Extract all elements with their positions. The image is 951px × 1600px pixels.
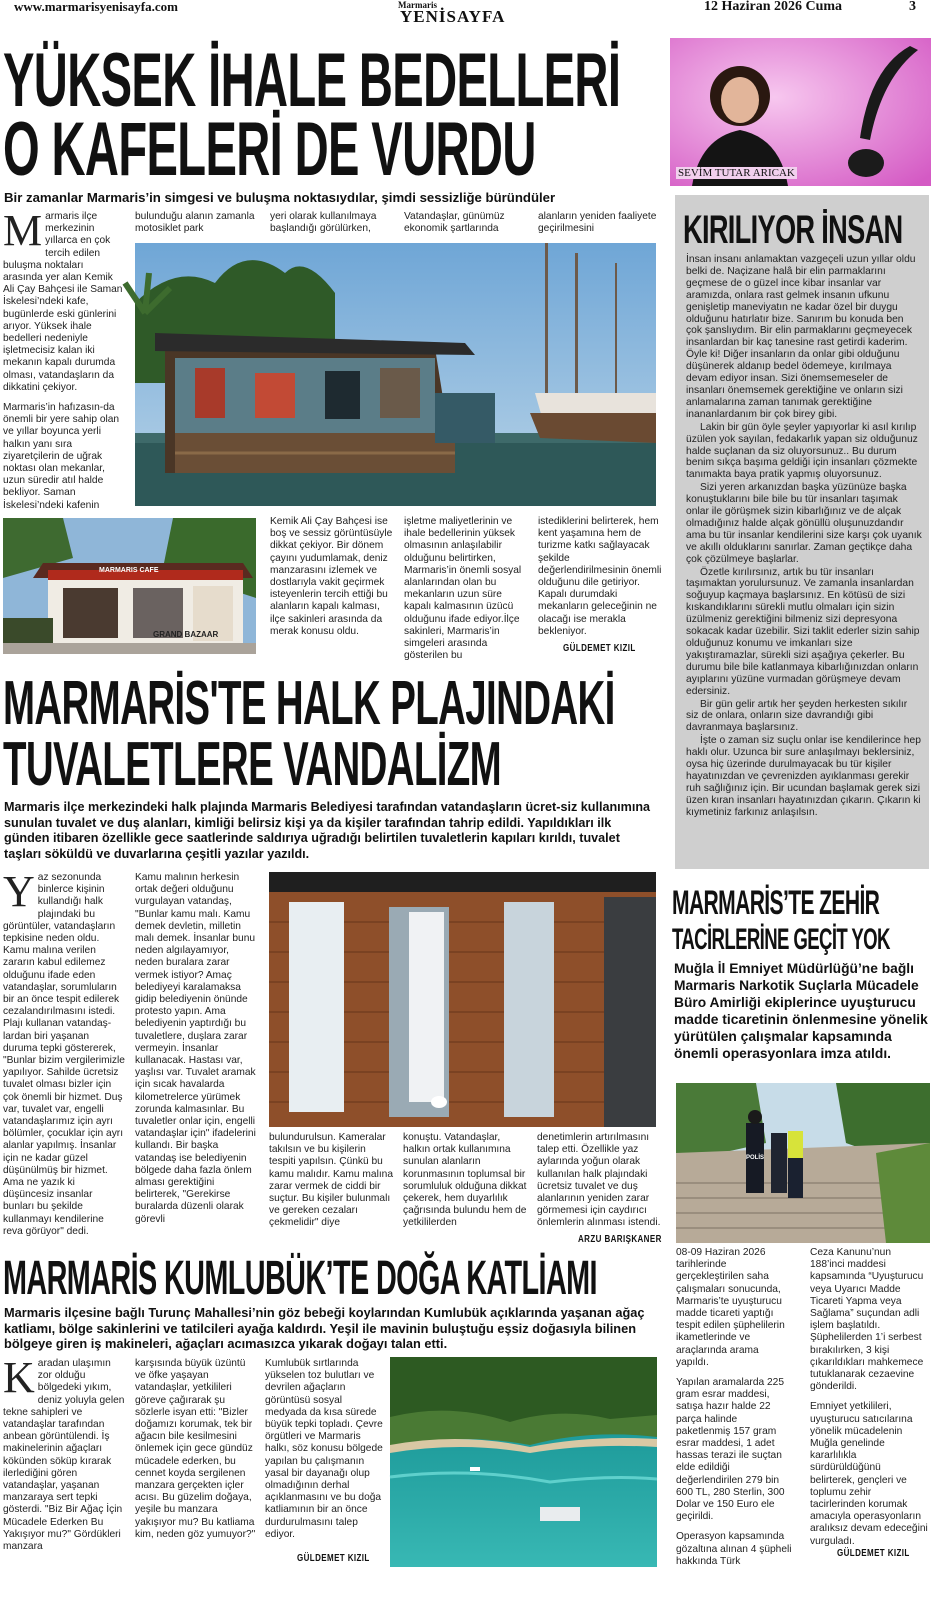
- columnist-name: SEVİM TUTAR ARICAK: [678, 167, 795, 179]
- story2-col5: denetimlerin artırılmasını talep etti. Özellikle yaz aylarında yoğun olarak kullanılan halk plajındaki ücretsiz tuvalet ve duş alanlarının yeniden zarar görmemesi için caydırıcı önlemlerin alınması istendi.: [537, 1132, 661, 1229]
- column-title[interactable]: KIRILIYOR İNSAN: [683, 208, 903, 252]
- story1-col4-top: Vatandaşlar, günümüz ekonomik şartlarında: [404, 211, 505, 235]
- column-body: İnsan insanı anlamaktan vazgeçeli uzun yıllar oldu belki de. Naçizane halâ bir elin parmaklarını geçmese de o güzel ince kibar insanlar var aramızda, onlara rast gelmek insanın ufkunu genişletip maneviyatın ne kadar özel bir duygu olduğunu hatırlatır bize. Sanırım bu konuda ben çok şanslıydım. Bir elin parmaklarını geçmeyecek insanlardan bir kaç tanesine rast getirdi kaderim. Öyle ki! Diğer insanların da onlar gibi olduğunu düşünerek aldanıp bedel ödemeye, kırılmaya devam ediyor insan. Sizi önemsemeseler de insanları önemsemek gerektiğine ve onların sizi anlamalarına zaman tanımak gerektiğine inananlardanım bir çok birey gibi. Lakin bir gün öyle şeyler yapıyorlar ki asıl kırılıp üzülen yok sayılan, fedakarlık yapan siz olduğunuz halde suçlanan da siz oluyorsunuz.. Bu durum benim sıkça başıma geldiği için insanları çözmekte tanımakta baya pratik yapmış oluyorsunuz. Sizi yeren arkanızdan başka yüzünüze başka konuştuklarını bile bile bu tür insanları taşımak onlar ile görüşmek sizin kibarlığınız ve de alçak olmadığınız halde alçak gönüllü oluşunuzdandır ama bu tür insanlar kendilerini size karşı çok uyanık ve akıllı olduklarını sanırlar. Zaman geçtikçe daha çok çözülmeye başlarlar. Özetle kırılırsınız, artık bu tür insanları taşımaktan yorulursunuz. Ve zamanla insanlardan soğuyup kaçmaya başlarsınız. En kötüsü de sizi kıskandıklarını sürekli mutlu olmaları için sizin üzülmeniz gerektiğini bilmeniz sizi depresyona sokacak kadar üzebilir. Sizi taklit ederler sizin sahip olduğunuz konumu ve imkanları size yakıştıramazlar, sürekli sizi aşağıya çekerler. Bu durumu bile bile katlanmaya kibarlığınızdan onların ayıplarını yüzüne vurmadan görüşmeye devam edersiniz. Bir gün gelir artık her şeyden herkesten sıkılır siz de onlara, onların size davrandığı gibi davranmaya başlarsınız. İşte o zaman siz suçlu onlar ise kendilerince hep haklı olur. Uzunca bir sure anlaşılmayı beklersiniz, oysa hiç üzerinde durulmayacak bu tür kişiler hayatınızdan ve çevrenizden ayıklanması gerekir ruh sağlığınız için. Bir ucundan başlamak gerek sizi üzen kıran insanları hayatınızdan çıkarın. Çıkarın ki kıymetiniz farkınız anlaşılsın.: [686, 254, 922, 818]
- website-url[interactable]: www.marmarisyenisayfa.com: [14, 0, 178, 14]
- story2-col1: Yaz sezonunda binlerce kişinin kullandığı halk plajındaki bu görüntüler, vatandaşların tepkisine neden oldu. Kamu malına verilen zararın kabul edilemez olduğunu ifade eden vatandaşlar, sorumluların bir an önce tespit edilerek cezalandırılmasını istedi. Plajı kullanan vatandaş-lardan biri yaşanan duruma tepki göstererek, "Bunlar bizim vergilerimizle yapılıyor. Sahilde ücretsiz tuvalet olması bizler için çok önemli bir hizmet. Duş var, tuvalet var, engelli vatandaşlarımız için ayrı bölümler, çocuklar için ayrı alanlar yapılmış. İnsanlar için ne kadar güzel düşünülmüş bir hizmet. Ama ne yazık ki düşüncesiz insanlar bunları bu şekilde kullanmayı kendilerine reva görüyor" dedi.: [3, 867, 125, 1237]
- story1-col1: Marmaris ilçe merkezinin yıllarca en çok tercih edilen buluşma noktaları arasında yer alan Kemik Ali Çay Bahçesi ile Saman İskelesi’ndeki kafe, bugünlerde eski günlerini arıyor. Yüksek ihale bedelleri nedeniyle işletmecisiz kalan iki mekanın kapalı durumda olması, vatandaşların da dikkatini çekiyor. Marmaris’in hafızasın-da önemli bir yere sahip olan ve yıllar boyunca yerli halkın yanı sıra ziyaretçilerin de uğrak noktası olan mekanlar, uzun süredir atıl halde bekliyor. Saman İskelesi’ndeki kafenin: [3, 206, 123, 511]
- story1-col3-top: yeri olarak kullanılmaya başlandığı görülürken,: [270, 211, 377, 235]
- masthead: [0, 0, 951, 26]
- story2-byline: ARZU BARIŞKANER: [578, 1234, 662, 1245]
- story4-col2: Ceza Kanunu’nun 188’inci maddesi kapsamında “Uyuşturucu veya Uyarıcı Madde Ticareti Yapma veya Sağlama” suçundan adli işlem başlatıldı. Şüphelilerden 1’i serbest bırakılırken, 3 kişi çıkarıldıkları mahkemece tutuklanarak cezaevine gönderildi. Emniyet yetkilileri, uyuşturucu satıcılarına yönelik mücadelenin Muğla genelinde kararlılıkla sürdürüldüğünü belirterek, gençleri ve toplumu zehir tacirlerinden korumak amacıyla operasyonların aralıksız devam edeceğini vurguladı.: [810, 1247, 928, 1547]
- story3-headline[interactable]: MARMARİS KUMLUBÜK’TE DOĞA KATLİAMI: [3, 1252, 597, 1305]
- story4-byline: GÜLDEMET KIZIL: [837, 1548, 910, 1559]
- police-operation-photo: [676, 1083, 930, 1243]
- story3-byline: GÜLDEMET KIZIL: [297, 1553, 370, 1564]
- cafe-sign: MARMARIS CAFE: [99, 567, 159, 574]
- story1-col2-top: bulunduğu alanın zamanla motosiklet park: [135, 211, 255, 235]
- story3-col2: karşısında büyük üzüntü ve öfke yaşayan vatandaşlar, yetkilileri göreve çağırarak şu sözlerle isyan etti: "Bizler doğamızı korumak, tek bir ağacın bile kesilmesini önlemek için gece gündüz mücadele ederken, bu cennet koyda sergilenen manzara gerçekten içler acısı. Bu güzelim doğaya, yeşile bu manzara yakışıyor mu? Bu katliama kim, neden göz yumuyor?": [135, 1358, 256, 1540]
- newspaper-logo[interactable]: YENİSAYFA: [400, 7, 506, 26]
- story1-headline-line1[interactable]: YÜKSEK İHALE BEDELLERİ: [3, 38, 621, 123]
- story1-col4-bottom: işletme maliyetlerinin ve ihale bedellerinin yüksek olmasının anlaşılabilir olduğunu belirtirken, Marmaris’in önemli sosyal alanlarından olan bu mekanların uzun süre kapalı kalmasının üzücü olduğunu ifade ediyor.İlçe sakinleri, Marmaris’in simgeleri arasında gösterilen bu: [404, 516, 522, 662]
- kumlubuk-bay-photo: [390, 1357, 657, 1567]
- story3-subhead: Marmaris ilçesine bağlı Turunç Mahallesi’nin göz bebeği koylarından Kumlubük açıklarında yaşanan ağaç katliamı, bölge sakinlerini ve tatilcileri ayağa kaldırdı. Yeşil ile mavinin buluştuğu eşsiz doğasıyla bilinen bölgeye giren iş makineleri, ağaçları acımasızca yıkarak doğayı talan etti.: [4, 1305, 645, 1352]
- story1-byline: GÜLDEMET KIZIL: [563, 643, 636, 654]
- bazaar-sign: GRAND BAZAAR: [153, 630, 219, 639]
- story3-col1: Karadan ulaşımın zor olduğu bölgedeki yıkım, deniz yoluyla gelen tekne sahipleri ve vatandaşlar tarafından anbean görüntülendi. İş makinelerinin ağaçları kökünden söküp kırarak ilerlediğini gören vatandaşlar, yaşanan manzaraya sert tepki gösterdi. "Biz Bir Ağaç İçin Mücadele Ederken Bu Yakışıyor mu?" Gördükleri manzara: [3, 1353, 125, 1553]
- story4-headline-line1[interactable]: MARMARİS’TE ZEHİR: [672, 884, 880, 922]
- harbour-cafe-photo: [135, 243, 656, 506]
- story1-headline-line2[interactable]: O KAFELERİ DE VURDU: [3, 107, 536, 192]
- story4-headline-line2[interactable]: TACİRLERİNE GEÇİT YOK: [672, 923, 890, 956]
- vandalized-toilets-photo: [269, 872, 656, 1127]
- story4-col1: 08-09 Haziran 2026 tarihlerinde gerçekleştirilen saha çalışmaları sonucunda, Marmaris’te uyuşturucu madde ticareti yaptığı tespit edilen şüphelilerin ikametlerinde ve araçlarında arama yapıldı. Yapılan aramalarda 225 gram esrar maddesi, satışa hazır halde 22 parça halinde paketlenmiş 157 gram esrar maddesi, 1 adet hassas terazi ile suçtan elde edildiği değerlendirilen 279 bin 600 TL, 280 Sterlin, 300 Dolar ve 150 Euro ele geçirildi. Operasyon kapsamında gözaltına alınan 4 şüpheli hakkında Türk: [676, 1247, 792, 1567]
- story3-col3: Kumlubük sırtlarında yükselen toz bulutları ve devrilen ağaçların görüntüsü sosyal medyada da kısa sürede büyük tepki topladı. Çevre örgütleri ve Marmaris halkı, söz konusu bölgede yapılan bu çalışmanın yasal bir dayanağı olup olmadığının derhal açıklanmasını ve bu doğa katliamının bir an önce durdurulmasını talep ediyor.: [265, 1358, 383, 1540]
- logo-top: Marmaris: [398, 0, 437, 10]
- story4-subhead: Muğla İl Emniyet Müdürlüğü’ne bağlı Marmaris Narkotik Suçlarla Mücadele Büro Amirliği ekiplerince uyuşturucu madde ticaretinin önlenmesine yönelik yürütülen çalışmalar kapsamında önemli operasyonlara imza atıldı.: [674, 961, 928, 1061]
- police-vest-label: POLİS: [746, 1155, 765, 1161]
- story2-headline-line2[interactable]: TUVALETLERE VANDALİZM: [3, 730, 502, 799]
- story1-col5-top: alanların yeniden faaliyete geçirilmesini: [538, 211, 657, 235]
- story2-col2: Kamu malının herkesin ortak değeri olduğunu vurgulayan vatandaş, "Bunlar kamu malı. Kamu demek devletin, milletin malı demek. İnsanlar bunu neden algılayamıyor, neden buralara zarar vermek istiyor? Amaç belediyeyi karalamaksa gidip belediyenin önünde protesto yapın. Ama belediyenin yaptırdığı bu tuvaletlere, duşlara zarar vermeyin. İnsanlar kullanacak. Hastası var, yaşlısı var. Tuvalet aramak için sıcak havalarda kilometrelerce yürümek zorunda kalmasınlar. Bu tuvaletler onlar için, engelli vatandaşlar için" ifadelerini kullandı. Bir başka vatandaş ise belediyenin bölgede daha fazla önlem alması gerektiğini belirterek, "Gerekirse buralarda düzenli olarak görevli: [135, 872, 256, 1225]
- dropcap: K: [3, 1353, 35, 1402]
- story2-subhead: Marmaris ilçe merkezindeki halk plajında Marmaris Belediyesi tarafından vatandaşların ücret-siz kullanımına sunulan tuvalet ve duş alanları, kimliği belirsiz kişi ya da kişiler tarafından tahrip edildi. Yapıldıkları ilk günden itibaren özellikle gece saatlerinde saldırıya uğradığı belirtilen tuvaletlerin kapıları kırıldı, tuvalet taşları söküldü ve duvarlarına çeşitli yazılar yazıldı.: [4, 800, 651, 861]
- story2-col4: konuştu. Vatandaşlar, halkın ortak kullanımına sunulan alanların korunmasının toplumsal bir sorumluluk olduğuna dikkat çekerek, hem duyarlılık çağrısında bulundu hem de yetkililerden: [403, 1132, 527, 1229]
- story2-col3: bulundurulsun. Kameralar takılsın ve bu kişilerin tespiti yapılsın. Çünkü bu kamu malıdır. Kamu malına zarar vermek de ciddi bir suçtur. Bu kişiler bulunmalı ve gereken cezaları çekmelidir" diye: [269, 1132, 393, 1229]
- story2-headline-line1[interactable]: MARMARİS'TE HALK PLAJINDAKİ: [3, 669, 615, 738]
- story1-col5-bottom: istediklerini belirterek, hem kent yaşamına hem de turizme katkı sağlayacak şekilde değerlendirilmesinin önemli olduğunu dile getiriyor. Kapalı durumdaki mekanların geleceğinin ne olacağı ise merakla bekleniyor.: [538, 516, 662, 637]
- columnist-banner: [670, 38, 931, 186]
- marmaris-cafe-photo: [3, 518, 256, 654]
- dropcap: Y: [3, 867, 35, 916]
- story1-col3-bottom: Kemik Ali Çay Bahçesi ise boş ve sessiz görüntüsüyle dikkat çekiyor. Bir dönem çayını yudumlamak, deniz manzarasını izlemek ve dostlarıyla vakit geçirmek isteyenlerin tercih ettiği bu alanların kapalı kalması, ilçe sakinleri arasında da merak konusu oldu.: [270, 516, 393, 637]
- story1-subhead: Bir zamanlar Marmaris’in simgesi ve buluşma noktasıydılar, şimdi sessizliğe büründüler: [4, 190, 556, 205]
- dropcap: M: [3, 206, 43, 255]
- page-number: 3: [909, 0, 916, 14]
- issue-date: 12 Haziran 2026 Cuma: [704, 0, 843, 14]
